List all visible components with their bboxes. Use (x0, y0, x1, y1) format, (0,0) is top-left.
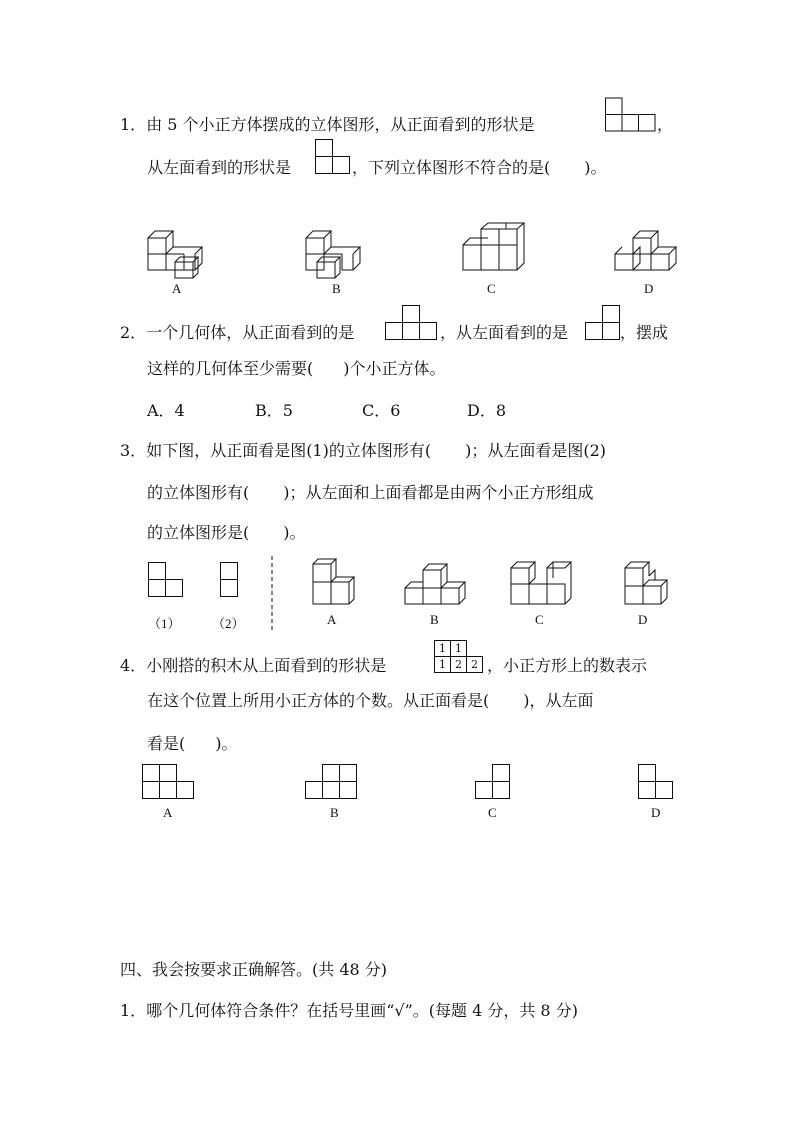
q2-option-b[interactable]: B．5 (255, 401, 293, 420)
q2-option-c[interactable]: C．6 (362, 401, 401, 420)
q2-front-view-figure (385, 304, 439, 342)
q3-text-a: 如下图，从正面看是图(1)的立体图形有( (146, 441, 432, 460)
q4-grid-cell: 2 (466, 656, 483, 673)
q4-option-c-figure (475, 764, 513, 800)
q3-line2 (147, 482, 594, 504)
q1-option-a[interactable]: A (172, 281, 182, 296)
q3-text-b: )；从左面看是图(2) (465, 441, 607, 460)
q1-option-c[interactable]: C (487, 281, 496, 296)
q3-option-b-figure (404, 562, 470, 606)
q3-figure-2-label: （2） (212, 616, 245, 631)
q3-option-b[interactable]: B (430, 612, 439, 627)
q2-text-b: ，从左面看到的是 (440, 323, 569, 342)
q4-option-c[interactable]: C (488, 805, 497, 820)
q4-top-view-grid (434, 640, 486, 674)
q2-text-c: ，摆成 (620, 323, 669, 342)
q3-text-f: )。 (283, 523, 306, 542)
q4-line1 (120, 655, 386, 677)
q2-text-d: 这样的几何体至少需要( (147, 359, 314, 378)
section4-q1-text: 哪个几何体符合条件？在括号里画“√”。(每题 4 分，共 8 分) (146, 1001, 578, 1020)
q2-option-d[interactable]: D．8 (467, 401, 507, 420)
q4-line3 (147, 733, 238, 755)
q3-line3 (147, 522, 306, 544)
q3-option-a-figure (312, 562, 362, 606)
q2-number: 2． (120, 323, 147, 342)
q3-figure-2 (220, 562, 240, 598)
q3-figure-1-label: （1） (148, 616, 181, 631)
q3-option-d-figure (624, 562, 672, 606)
q4-text-c: 在这个位置上所用小正方体的个数。从正面看是( (147, 691, 490, 710)
q3-text-d: )；从左面和上面看都是由两个小正方形组成 (283, 483, 594, 502)
q3-number: 3． (120, 441, 147, 460)
q1-option-a-figure (147, 228, 207, 273)
q2-line2 (147, 358, 446, 380)
q1-text-a: 由 5 个小正方体摆成的立体图形，从正面看到的形状是 (146, 115, 535, 134)
q2-line1 (120, 322, 354, 344)
q3-option-d[interactable]: D (638, 612, 648, 627)
q4-grid-cell: 2 (450, 656, 467, 673)
q1-line2 (352, 157, 607, 179)
q4-text-a: 小刚搭的积木从上面看到的形状是 (146, 656, 387, 675)
q1-text-c: ，下列立体图形不符合的是( (352, 158, 551, 177)
q1-text-b: 从左面看到的形状是 (147, 158, 292, 177)
q1-number: 1． (120, 115, 147, 134)
q3-figure-1 (148, 562, 186, 598)
q1-line1 (120, 114, 535, 136)
q3-option-a[interactable]: A (327, 612, 337, 627)
q4-text-b: ，小正方形上的数表示 (487, 656, 648, 675)
q4-option-a[interactable]: A (163, 805, 173, 820)
q2-text-e: )个小正方体。 (343, 359, 446, 378)
q3-line1 (120, 440, 606, 462)
section4-q1 (120, 1000, 578, 1022)
q4-option-a-figure (142, 764, 196, 800)
q1-comma: ， (657, 115, 674, 134)
q4-text-f: )。 (215, 734, 238, 753)
q3-option-c[interactable]: C (535, 612, 544, 627)
q1-front-view-figure (605, 97, 657, 133)
q4-line2 (147, 690, 594, 712)
q3-option-c-figure (510, 562, 576, 606)
q3-dashed-divider (271, 556, 275, 634)
q1-option-c-figure (462, 228, 532, 273)
q1-option-b[interactable]: B (332, 281, 341, 296)
q4-option-b-figure (305, 764, 359, 800)
q2-text-a: 一个几何体，从正面看到的是 (146, 323, 355, 342)
q2-left-view-figure (585, 304, 623, 342)
q3-text-c: 的立体图形有( (147, 483, 250, 502)
section4-q1-number: 1． (120, 1001, 147, 1020)
q4-option-b[interactable]: B (330, 805, 339, 820)
section4-heading: 四、我会按要求正确解答。(共 48 分) (120, 960, 388, 979)
q1-left-view-figure (315, 139, 353, 175)
q3-text-e: 的立体图形是( (147, 523, 250, 542)
q1-option-d-figure (614, 228, 684, 273)
q1-text-d: )。 (584, 158, 607, 177)
q1-option-d[interactable]: D (644, 281, 654, 296)
q4-option-d-figure (638, 764, 676, 800)
q4-text-e: 看是( (147, 734, 186, 753)
q1-option-b-figure (305, 228, 365, 273)
q4-grid-cell: 1 (434, 640, 451, 657)
q4-grid-cell: 1 (450, 640, 467, 657)
q2-option-a[interactable]: A．4 (147, 401, 185, 420)
q4-option-d[interactable]: D (651, 805, 661, 820)
q4-number: 4． (120, 656, 147, 675)
q4-text-d: )，从左面 (523, 691, 594, 710)
q4-grid-cell: 1 (434, 656, 451, 673)
